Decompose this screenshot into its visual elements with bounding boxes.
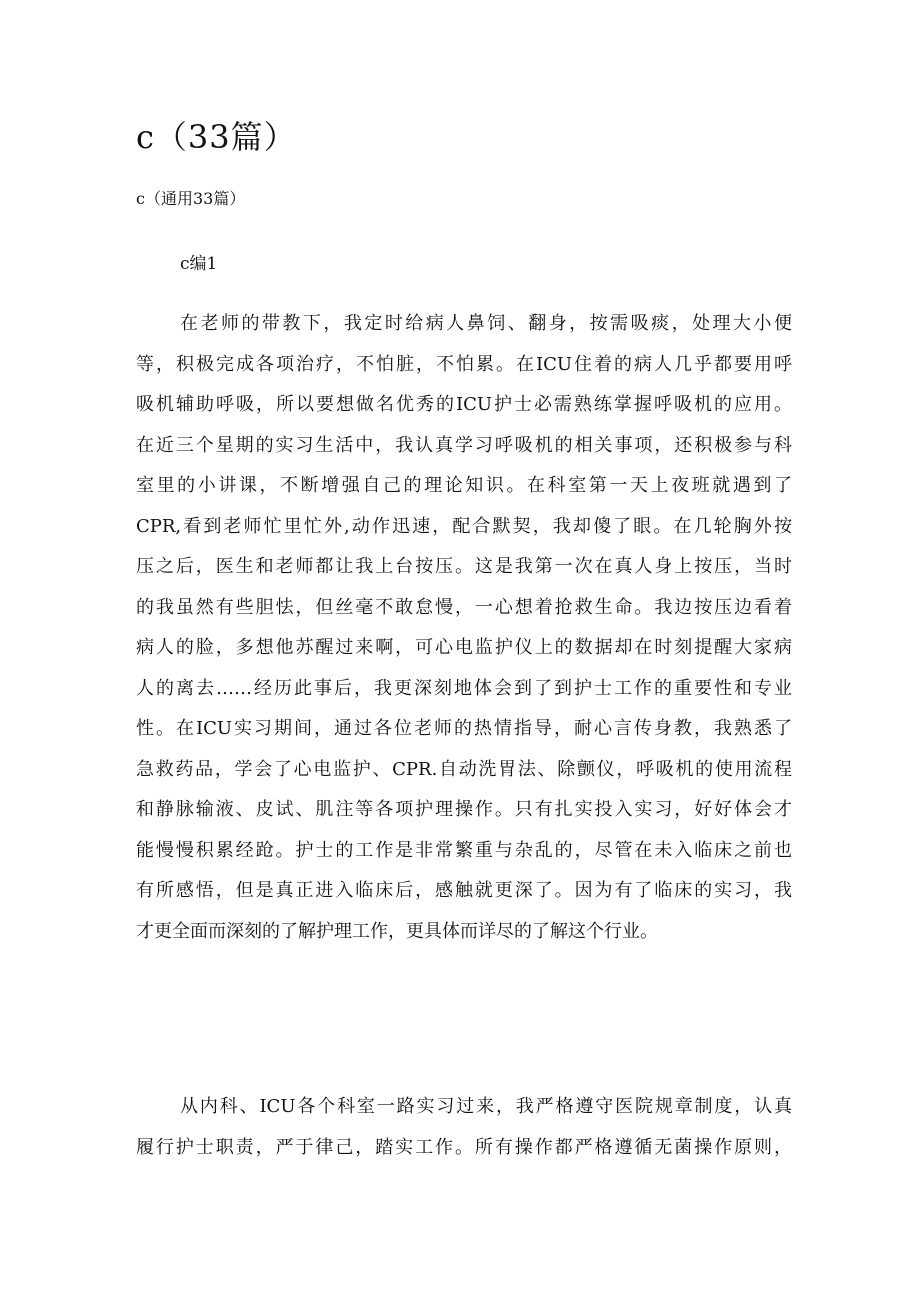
paragraph-line: 室里的小讲课，不断增强自己的理论知识。在科室第一天上夜班就遇到了 (136, 475, 792, 496)
paragraph-line: 有所感悟，但是真正进入临床后，感触就更深了。因为有了临床的实习，我 (136, 880, 792, 901)
paragraph-1 (136, 304, 792, 952)
paragraph-line: CPR,看到老师忙里忙外,动作迅速，配合默契，我却傻了眼。在几轮胸外按 (136, 515, 792, 537)
paragraph-line: 人的离去……经历此事后，我更深刻地体会到了到护士工作的重要性和专业 (136, 677, 792, 699)
paragraph-line: 的我虽然有些胆怯，但丝毫不敢怠慢，一心想着抢救生命。我边按压边看着 (136, 596, 792, 618)
paragraph-line: 在近三个星期的实习生活中，我认真学习呼吸机的相关事项，还积极参与科 (136, 434, 792, 456)
paragraph-line: 压之后，医生和老师都让我上台按压。这是我第一次在真人身上按压，当时 (136, 556, 792, 577)
paragraph-line: 在老师的带教下，我定时给病人鼻饲、翻身，按需吸痰，处理大小便 (180, 313, 792, 334)
paragraph-line: 履行护士职责，严于律己，踏实工作。所有操作都严格遵循无菌操作原则， (136, 1136, 792, 1158)
paragraph-line: 等，积极完成各项治疗，不怕脏，不怕累。在ICU住着的病人几乎都要用呼 (136, 353, 792, 375)
paragraph-2 (136, 1087, 792, 1168)
paragraph-line: 才更全面而深刻的了解护理工作，更具体而详尽的了解这个行业。 (136, 920, 658, 942)
paragraph-line: 和静脉输液、皮试、肌注等各项护理操作。只有扎实投入实习，好好体会才 (136, 799, 792, 820)
paragraph-line: 能慢慢积累经跄。护士的工作是非常繁重与杂乱的，尽管在未入临床之前也 (136, 839, 792, 861)
document-title: c（33篇） (136, 118, 297, 156)
paragraph-line: 从内科、ICU各个科室一路实习过来，我严格遵守医院规章制度，认真 (180, 1096, 792, 1117)
section-heading: c编1 (180, 254, 218, 274)
paragraph-line: 病人的脸，多想他苏醒过来啊，可心电监护仪上的数据却在时刻提醒大家病 (136, 637, 792, 658)
paragraph-line: 吸机辅助呼吸，所以要想做名优秀的ICU护士必需熟练掌握呼吸机的应用。 (136, 394, 792, 415)
paragraph-line: 性。在ICU实习期间，通过各位老师的热情指导，耐心言传身教，我熟悉了 (136, 718, 792, 739)
paragraph-line: 急救药品，学会了心电监护、CPR.自动洗胃法、除颤仪，呼吸机的使用流程 (136, 758, 792, 780)
document-subtitle: c（通用33篇） (136, 189, 246, 208)
